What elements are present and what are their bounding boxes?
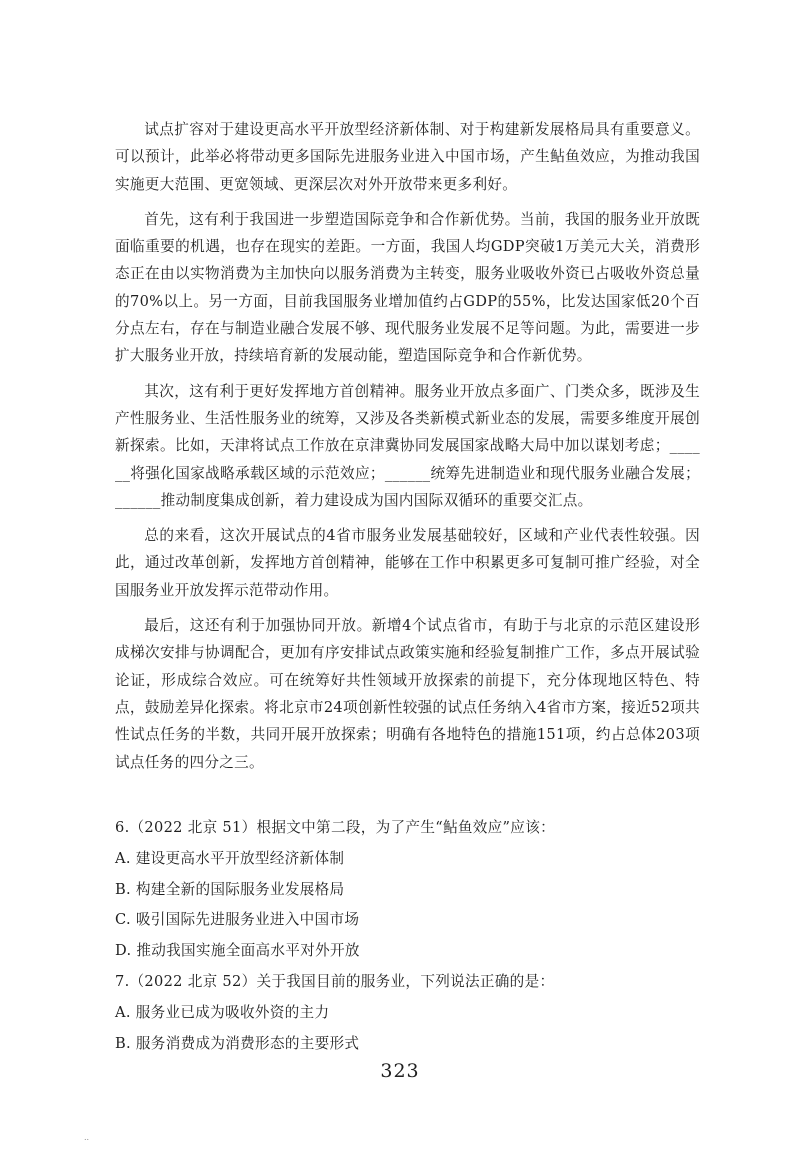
question-7-option-a: A. 服务业已成为吸收外资的主力 — [115, 1003, 330, 1021]
page-number: 323 — [380, 1060, 420, 1082]
paragraph-3: 其次，这有利于更好发挥地方首创精神。服务业开放点多面广、门类众多，既涉及生产性服务业、生活性服务业的统筹，又涉及各类新模式新业态的发展，需要多维度开展创新探索。比如，天津将试点工作放在京津冀协同发展国家战略大局中加以谋划考虑；______将强化国家战略承载区域的示范效应；______统筹先进制造业和现代服务业融合发展；______推动制度集成创新，着力建设成为国内国际双循环的重要交汇点。 — [115, 382, 700, 509]
question-6-option-b: B. 构建全新的国际服务业发展格局 — [115, 880, 345, 898]
paragraph-2: 首先，这有利于我国进一步塑造国际竞争和合作新优势。当前，我国的服务业开放既面临重要的机遇，也存在现实的差距。一方面，我国人均GDP突破1万美元大关，消费形态正在由以实物消费为主加快向以服务消费为主转变，服务业吸收外资已占吸收外资总量的70%以上。另一方面，目前我国服务业增加值约占GDP的55%，比发达国家低20个百分点左右，存在与制造业融合发展不够、现代服务业发展不足等问题。为此，需要进一步扩大服务业开放，持续培育新的发展动能，塑造国际竞争和合作新优势。 — [115, 210, 700, 365]
paragraph-4: 总的来看，这次开展试点的4省市服务业发展基础较好，区域和产业代表性较强。因此，通过改革创新，发挥地方首创精神，能够在工作中积累更多可复制可推广经验，对全国服务业开放发挥示范带动作用。 — [115, 527, 700, 599]
article-body — [115, 116, 700, 776]
question-6-option-a: A. 建设更高水平开放型经济新体制 — [115, 849, 345, 867]
question-7-stem: 7.（2022 北京 52）关于我国目前的服务业，下列说法正确的是： — [115, 972, 555, 990]
question-6-option-c: C. 吸引国际先进服务业进入中国市场 — [115, 911, 360, 929]
paragraph-1: 试点扩容对于建设更高水平开放型经济新体制、对于构建新发展格局具有重要意义。可以预计，此举必将带动更多国际先进服务业进入中国市场，产生鲇鱼效应，为推动我国实施更大范围、更宽领域、更深层次对外开放带来更多利好。 — [115, 121, 700, 193]
question-6-option-d: D. 推动我国实施全面高水平对外开放 — [115, 942, 360, 960]
question-6-stem: 6.（2022 北京 51）根据文中第二段，为了产生“鲇鱼效应”应该： — [115, 819, 555, 836]
paragraph-5: 最后，这还有利于加强协同开放。新增4个试点省市，有助于与北京的示范区建设形成梯次安排与协调配合，更加有序安排试点政策实施和经验复制推广工作，多点开展试验论证，形成综合效应。可在统筹好共性领域开放探索的前提下，充分体现地区特色、特点，鼓励差异化探索。将北京市24项创新性较强的试点任务纳入4省市方案，接近52项共性试点任务的半数，共同开展开放探索；明确有各地特色的措施151项，约占总体203项试点任务的四分之三。 — [115, 617, 700, 771]
questions-section — [115, 813, 700, 1059]
corner-mark: .. — [84, 1133, 90, 1142]
question-7-option-b: B. 服务消费成为消费形态的主要形式 — [115, 1034, 360, 1052]
